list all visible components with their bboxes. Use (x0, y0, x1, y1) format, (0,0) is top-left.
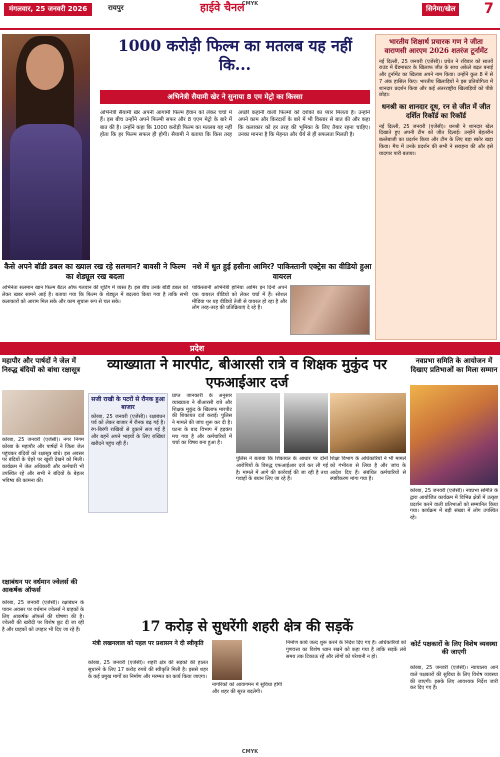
lead-photo-face (26, 44, 64, 90)
sports-body-2: नई दिल्ली, 25 जनवरी (एजेंसी)। धनश्री ने शानदार खेल दिखाते हुए अपनी टीम को जीत दिलाई। उन्होंने बेहतरीन बल्लेबाजी का प्रदर्शन किया और टीम के लिए बड़ा स्कोर खड़ा किया। मैच में उनके प्रदर्शन की सभी ने सराहना की और इसे यादगार पारी बताया। (379, 123, 493, 157)
story-hania-headline: नशे में धुत हुई हसीना आमिर? पाकिस्तानी एक्ट्रेस का वीडियो हुआ वायरल (192, 262, 372, 281)
roads-body-2: नागरिकों को आवागमन में सुविधा होगी और शहर की सूरत बदलेगी। (212, 682, 282, 695)
roads-photo (212, 640, 242, 680)
mid-body-1: प्राप्त जानकारी के अनुसार व्याख्याता ने बीआरसी रात्रे और शिक्षक मुकुंद के खिलाफ मारपीट की शिकायत दर्ज कराई। पुलिस ने मामले की जांच शुरू कर दी है। घटना के बाद विभाग में हड़कंप मच गया है और कर्मचारियों में चर्चा का विषय बना हुआ है। (172, 393, 232, 447)
roads-body-1: कोरबा, 25 जनवरी (एजेंसी)। शहरी क्षेत्र की सड़कों की हालत सुधारने के लिए 17 करोड़ रुपये की स्वीकृति मिली है। इससे शहर के कई प्रमुख मार्गों का निर्माण और मरम्मत का कार्य किया जाएगा। (88, 660, 208, 680)
sports-box (375, 34, 497, 340)
col1-headline: महापौर और पार्षदों ने जेल में निरुद्ध बंदियों को बांधा रक्षासूत्र (2, 357, 81, 374)
mid-body-2: पुलिस ने बताया कि शिकायत के आधार पर दोनों आरोपियों के विरुद्ध एफआईआर दर्ज कर ली गई है। मामले में आगे की कार्रवाई की जा रही है तथा गवाहों के बयान लिए जा रहे हैं। (236, 456, 328, 483)
roads-body-3: निर्माण कार्य जल्द शुरू करने के निर्देश दिए गए हैं। अधिकारियों को गुणवत्ता का विशेष ध्यान रखने को कहा गया है ताकि सड़कें लंबे समय तक टिकाऊ रहें और लोगों को परेशानी न हो। (286, 640, 406, 660)
col1-headline-2: रक्षाबंधन पर वर्धमान ज्वेलर्स की आकर्षक ऑफर्स (2, 578, 78, 595)
story-salman-headline: कैसे अपने बॉडी डबल का ख्याल रख रहे सलमान? बावसी ने फिल्म का शेड्यूल रख बदला (4, 262, 186, 281)
col1-body-2: कोरबा, 25 जनवरी (एजेंसी)। रक्षाबंधन के पावन अवसर पर वर्धमान ज्वेलर्स ने ग्राहकों के लिए आकर्षक ऑफर्स की घोषणा की है। ज्वेलरी की खरीदी पर विशेष छूट दी जा रही है और ग्राहकों को उपहार भी दिए जा रहे हैं। (2, 600, 84, 633)
lead-body: अभिनेत्री सैयामी खेर अपनी आगामी फिल्म हैवान को लेकर चर्चा में हैं। इस बीच उन्होंने अपने फिल्मी सफर और 8 एएम मेट्रो के बारे में बात की है। उन्होंने कहा कि 1000 करोड़ी फिल्म का मतलब यह नहीं होता कि हर फिल्म सफल ही होगी। सैयामी ने बताया कि किस तरह अच्छी कहानी वाली फिल्मों को दर्शकों का प्यार मिलता है। उन्होंने अपने काम और किरदारों के बारे में भी विस्तार से बात की और कहा कि कलाकार को हर तरह की भूमिका के लिए तैयार रहना चाहिए। उनका मानना है कि मेहनत और धैर्य से ही सफलता मिलती है। (100, 110, 370, 138)
sports-headline: भारतीय शिक्षार्थ प्रचारक गण ने जीता वाराणसी आरएम 2026 शतरंज टूर्नामेंट (384, 37, 488, 55)
court-body: कोरबा, 25 जनवरी (एजेंसी)। न्यायालय आने वाले पक्षकारों की सुविधा के लिए विशेष व्यवस्था की जाएगी। इसके लिए आवश्यक निर्देश जारी कर दिए गए हैं। (410, 665, 498, 692)
mid-box-body: कोरबा, 25 जनवरी (एजेंसी)। रक्षाबंधन पर्व को लेकर बाजार में रौनक बढ़ गई है। रंग-बिरंगी राखियों से दुकानें सज गई हैं और बहनें अपने भाइयों के लिए राखियां खरीदने पहुंच रही हैं। (91, 413, 165, 447)
mid-photo-2 (284, 393, 328, 453)
cmyk-marker-top: CMYK (241, 1, 259, 7)
section-band: प्रदेश (0, 342, 500, 355)
mid-photo-3 (330, 393, 406, 453)
cmyk-marker-bottom: CMYK (241, 749, 259, 755)
mid-box-title: सजी राखी के पटरों से रौनक हुआ बाजार (91, 396, 165, 411)
mid-headline: व्याख्याता ने मारपीट, बीआरसी रात्रे व शिक्षक मुकुंद पर एफआईआर दर्ज (107, 357, 387, 391)
mid-body-3: शिक्षा विभाग के अधिकारियों ने भी मामले को गंभीरता से लिया है और जांच के आदेश दिए हैं। संबंधित कर्मचारियों से स्पष्टीकरण मांगा गया है। (330, 456, 406, 483)
newspaper-brand: हाईवे चैनल (200, 1, 245, 14)
story-hania-body: पाकिस्तानी अभिनेत्री हानिया आमिर इन दिनों अपने एक वायरल वीडियो को लेकर चर्चा में हैं। सोशल मीडिया पर यह वीडियो तेजी से वायरल हो रहा है और लोग तरह-तरह की प्रतिक्रियाएं दे रहे हैं। (192, 285, 287, 312)
court-headline: कोर्ट पक्षकारों के लिए विशेष व्यवस्था की जाएगी (410, 640, 498, 657)
lead-headline: 1000 करोड़ी फिल्म का मतलब यह नहीं कि... (117, 36, 353, 75)
navprabha-body: कोरबा, 25 जनवरी (एजेंसी)। नवप्रभा समिति के द्वारा आयोजित कार्यक्रम में विभिन्न क्षेत्रों में उत्कृष्ट प्रदर्शन करने वाली प्रतिभाओं को सम्मानित किया गया। कार्यक्रम में बड़ी संख्या में लोग उपस्थित रहे। (410, 488, 498, 521)
col1-body: कोरबा, 25 जनवरी (एजेंसी)। नगर निगम कोरबा के महापौर और पार्षदों ने जिला जेल पहुंचकर बंदियों को रक्षासूत्र बांधे। इस अवसर पर बंदियों के चेहरे पर खुशी देखने को मिली। कार्यक्रम में जेल अधिकारी और कर्मचारी भी उपस्थित रहे और सभी ने बंदियों के बेहतर भविष्य की कामना की। (2, 437, 84, 484)
roads-headline: 17 करोड़ से सुधरेंगी शहरी क्षेत्र की सड़कें (140, 619, 354, 635)
story-salman-body: अभिनेता सलमान खान फिल्म बैटल ऑफ गलवान की शूटिंग में व्यस्त हैं। इस बीच उनके बॉडी डबल को लेकर खबर सामने आई है। बताया गया कि फिल्म के शेड्यूल में बदलाव किया गया है ताकि सभी कलाकारों को आराम मिल सके और काम सुचारू रूप से चल सके। (2, 285, 188, 305)
header-date: मंगलवार, 25 जनवरी 2026 (4, 3, 92, 16)
lead-photo (2, 34, 90, 260)
page-number: 7 (484, 1, 494, 17)
sports-body: नई दिल्ली, 25 जनवरी (एजेंसी)। प्रचेत ने रविवार को सातवें राउंड में ग्रैंडमास्टर के खिलाफ जीत के साथ अकेले बढ़त बनाई और टूर्नामेंट का खिताब अपने नाम किया। उन्होंने कुल 8 में से 7 अंक हासिल किए। भारतीय खिलाड़ियों ने इस प्रतियोगिता में शानदार प्रदर्शन किया और कई अंतरराष्ट्रीय खिलाड़ियों को पीछे छोड़ा। (379, 58, 493, 99)
section-name: सिनेमा/खेल (422, 3, 459, 16)
navprabha-headline: नवप्रभा समिति के आयोजन में दिखाए प्रतिभाओं का मिला सम्मान (410, 357, 498, 374)
mid-box (88, 393, 168, 513)
col1-photo (2, 390, 84, 435)
header-city: रायपुर (108, 4, 124, 12)
roads-subhead: मंत्री लखनलाल को पहल पर प्रशासन ने दी स्वीकृति (92, 640, 204, 647)
mid-photo-1 (236, 393, 280, 453)
navprabha-photo (410, 385, 498, 485)
lead-photo-dress (10, 124, 82, 260)
sports-headline-2: धनश्री का शानदार दूध, रन से जीत में जीत दर्शित रिकॉर्ड का रिकॉर्ड (381, 102, 491, 120)
story-hania-photo (290, 285, 370, 335)
lead-subhead: अभिनेत्री सैयामी खेर ने सुनाया 8 एम मेट्रो का किस्सा (100, 90, 370, 104)
